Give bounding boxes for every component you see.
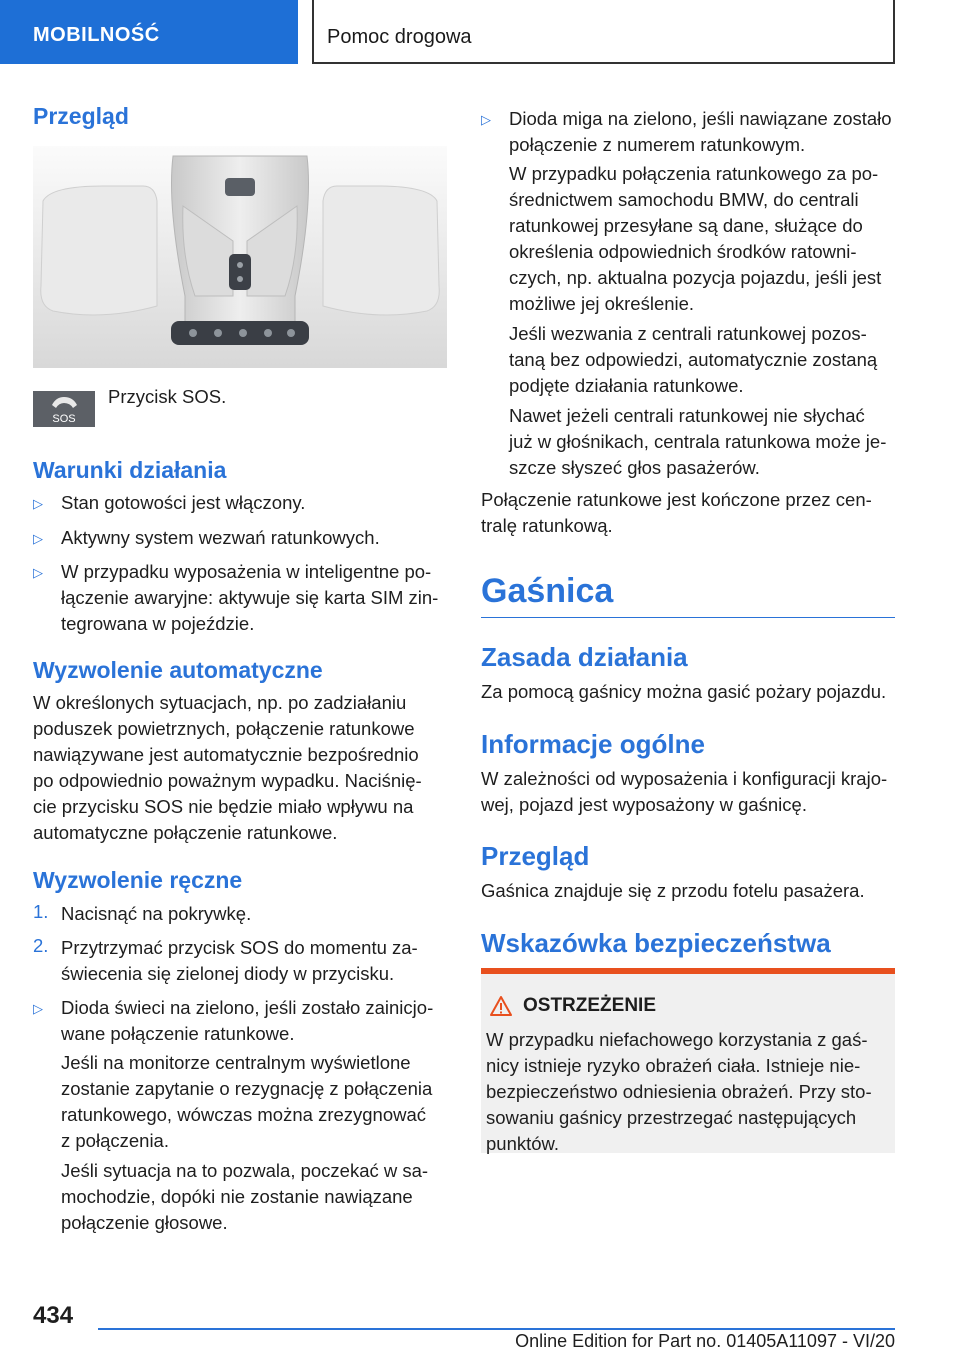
lit-p2-line-2: mochodzie, dopóki nie zostanie nawiązane bbox=[61, 1186, 413, 1207]
sos-caption: Przycisk SOS. bbox=[108, 386, 227, 407]
blink-p1-line-6: możliwe jej określenie. bbox=[509, 293, 695, 314]
condition-3-line-2: łączenie awaryjne: aktywuje się karta SIM zin- bbox=[61, 587, 439, 608]
bullet-icon: ▷ bbox=[33, 565, 43, 580]
blink-p2-line-3: podjęte działania ratunkowe. bbox=[509, 375, 744, 396]
general-info-heading: Informacje ogólne bbox=[481, 729, 705, 759]
blink-line-1: Dioda miga na zielono, jeśli nawiązane zostało bbox=[509, 108, 892, 129]
subsection-tab bbox=[312, 0, 895, 64]
blink-p1-line-1: W przypadku połączenia ratunkowego za po- bbox=[509, 163, 879, 184]
condition-3-line-1: W przypadku wyposażenia w inteligentne po- bbox=[61, 561, 432, 582]
blink-p1-line-4: określenia odpowiednich środków ratowni- bbox=[509, 241, 857, 262]
auto-text-line-5: cie przycisku SOS nie będzie miało wpływu na bbox=[33, 796, 414, 817]
conditions-heading: Warunki działania bbox=[33, 457, 227, 483]
footer-rule bbox=[98, 1328, 895, 1330]
blink-p2-line-1: Jeśli wezwania z centrali ratunkowej pozos- bbox=[509, 323, 867, 344]
lit-p1-line-4: z połączenia. bbox=[61, 1130, 169, 1151]
lit-line-2: wane połączenie ratunkowe. bbox=[61, 1023, 295, 1044]
warning-text-line-3: bezpieczeństwo odniesienia obrażeń. Przy sto- bbox=[486, 1081, 872, 1102]
general-text-line-1: W zależności od wyposażenia i konfiguracji krajo- bbox=[481, 768, 888, 789]
auto-text-line-3: nawiązywane jest automatycznie bezpośrednio bbox=[33, 744, 419, 765]
bullet-icon: ▷ bbox=[481, 112, 491, 127]
principle-heading: Zasada działania bbox=[481, 642, 688, 672]
overview-heading: Przegląd bbox=[33, 103, 129, 129]
warning-text-line-2: nicy istnieje ryzyko obrażeń ciała. Istnieje nie- bbox=[486, 1055, 861, 1076]
auto-trigger-heading: Wyzwolenie automatyczne bbox=[33, 657, 323, 683]
warning-text-line-5: punktów. bbox=[486, 1133, 560, 1154]
subsection-title: Pomoc drogowa bbox=[327, 26, 472, 48]
warning-bar bbox=[481, 968, 895, 974]
warning-text-line-1: W przypadku niefachowego korzystania z gaś- bbox=[486, 1029, 868, 1050]
auto-text-line-6: automatyczne połączenie ratunkowe. bbox=[33, 822, 338, 843]
warning-text-line-4: sowaniu gaśnicy przestrzegać następujących bbox=[486, 1107, 857, 1128]
overview-text: Gaśnica znajduje się z przodu fotelu pasażera. bbox=[481, 880, 865, 901]
step-2-line-1: Przytrzymać przycisk SOS do momentu za- bbox=[61, 937, 418, 958]
blink-p3-line-2: już w głośnikach, centrala ratunkowa może je- bbox=[509, 431, 887, 452]
lit-p2-line-3: połączenie głosowe. bbox=[61, 1212, 228, 1233]
blink-p2-line-2: taną bez odpowiedzi, automatycznie zostaną bbox=[509, 349, 878, 370]
blink-p1-line-3: ratunkowej przesyłane są dane, służące do bbox=[509, 215, 863, 236]
step-2-line-2: świecenia się zielonej diody w przycisku. bbox=[61, 963, 395, 984]
end-text-line-2: tralę ratunkową. bbox=[481, 515, 613, 536]
extinguisher-heading: Gaśnica bbox=[481, 572, 614, 610]
lit-p1-line-2: zostanie zapytanie o rezygnację z połączenia bbox=[61, 1078, 433, 1099]
page-number: 434 bbox=[33, 1302, 74, 1329]
bullet-icon: ▷ bbox=[33, 496, 43, 511]
auto-text-line-1: W określonych sytuacjach, np. po zadziałaniu bbox=[33, 692, 407, 713]
condition-2: Aktywny system wezwań ratunkowych. bbox=[61, 527, 380, 548]
edition-text: Online Edition for Part no. 01405A11097 - VI/20 bbox=[515, 1331, 895, 1351]
condition-3-line-3: tegrowana w pojeździe. bbox=[61, 613, 255, 634]
section-rule bbox=[481, 617, 895, 618]
lit-p1-line-3: ratunkowego, wówczas można zrezygnować bbox=[61, 1104, 427, 1125]
blink-line-2: połączenie z numerem ratunkowym. bbox=[509, 134, 806, 155]
lit-p2-line-1: Jeśli sytuacja na to pozwala, poczekać w sa- bbox=[61, 1160, 429, 1181]
sos-icon-text: SOS bbox=[52, 413, 76, 425]
roof-console-illustration bbox=[33, 146, 447, 368]
lit-p1-line-1: Jeśli na monitorze centralnym wyświetlone bbox=[61, 1052, 411, 1073]
blink-p3-line-1: Nawet jeżeli centrali ratunkowej nie słychać bbox=[509, 405, 865, 426]
section-tab bbox=[0, 0, 298, 64]
bullet-icon: ▷ bbox=[33, 1001, 43, 1016]
blink-p1-line-2: średnictwem samochodu BMW, do centrali bbox=[509, 189, 859, 210]
step-number: 1. bbox=[33, 901, 49, 922]
general-text-line-2: wej, pojazd jest wyposażony w gaśnicę. bbox=[481, 794, 807, 815]
auto-text-line-2: poduszek powietrznych, połączenie ratunkowe bbox=[33, 718, 415, 739]
warning-triangle-icon bbox=[489, 995, 513, 1017]
blink-p3-line-3: szcze słyszeć głos pasażerów. bbox=[509, 457, 760, 478]
auto-text-line-4: po odpowiednio poważnym wypadku. Naciśnię- bbox=[33, 770, 422, 791]
blink-p1-line-5: czych, np. aktualna pozycja pojazdu, jeśli jest bbox=[509, 267, 882, 288]
overview-heading-2: Przegląd bbox=[481, 841, 590, 871]
principle-text: Za pomocą gaśnicy można gasić pożary pojazdu. bbox=[481, 681, 887, 702]
warning-label: OSTRZEŻENIE bbox=[523, 995, 657, 1016]
safety-heading: Wskazówka bezpieczeństwa bbox=[481, 928, 831, 958]
sos-icon bbox=[33, 391, 95, 427]
bullet-icon: ▷ bbox=[33, 531, 43, 546]
lit-line-1: Dioda świeci na zielono, jeśli zostało zainicjo- bbox=[61, 997, 434, 1018]
manual-trigger-heading: Wyzwolenie ręczne bbox=[33, 867, 243, 893]
condition-1: Stan gotowości jest włączony. bbox=[61, 492, 306, 513]
section-title: MOBILNOŚĆ bbox=[33, 24, 160, 46]
step-number: 2. bbox=[33, 935, 49, 956]
roof-console-photo bbox=[33, 146, 447, 368]
end-text-line-1: Połączenie ratunkowe jest kończone przez cen- bbox=[481, 489, 872, 510]
step-1: Nacisnąć na pokrywkę. bbox=[61, 903, 252, 924]
